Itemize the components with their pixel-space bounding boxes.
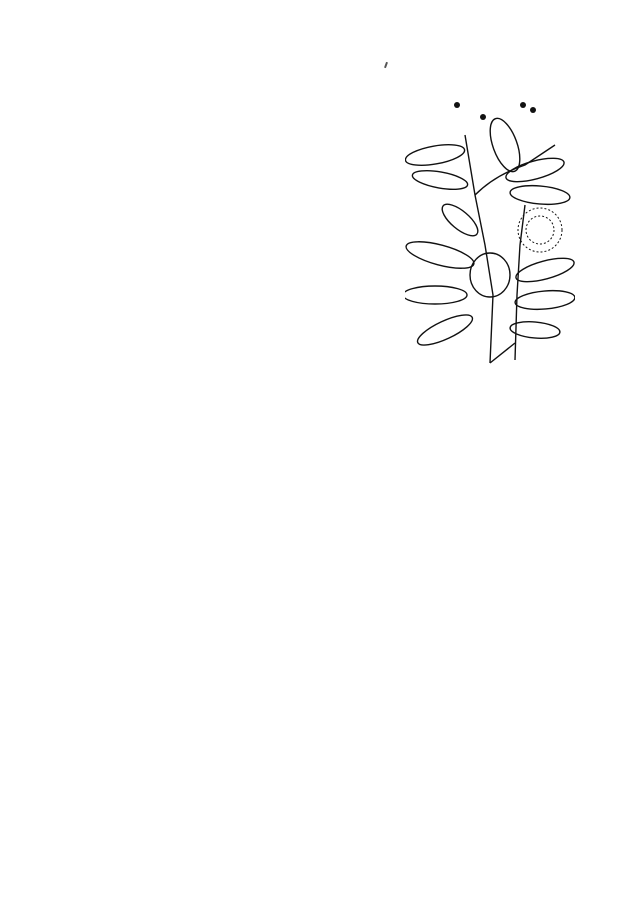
plant-illustration-hypericum-icon (405, 95, 575, 365)
scan-mark (384, 62, 388, 68)
